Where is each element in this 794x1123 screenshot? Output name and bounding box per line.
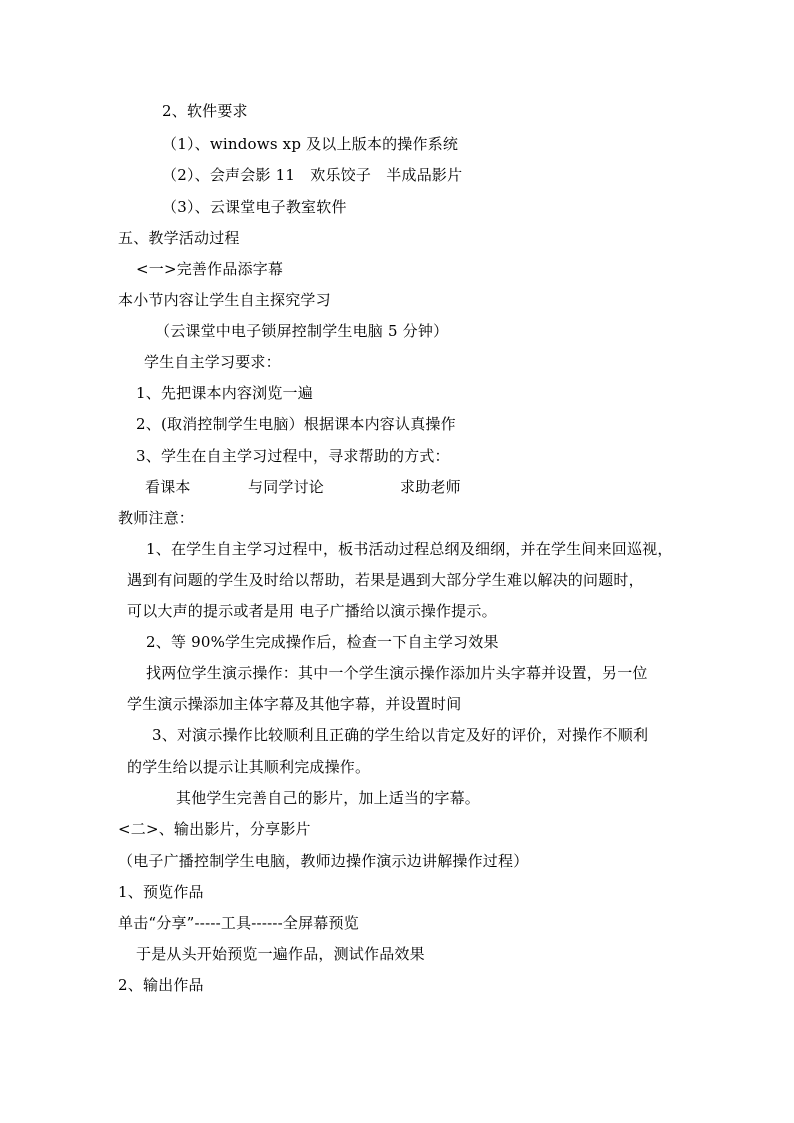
section-five-heading: 五、教学活动过程: [118, 229, 240, 247]
teacher-note-3-line-2: 的学生给以提示让其顺利完成操作。: [127, 758, 371, 776]
software-item-3: （3）、云课堂电子教室软件: [162, 198, 347, 216]
software-item-1: （1）、windows xp 及以上版本的操作系统: [162, 135, 459, 153]
software-item-2: （2）、会声会影 11 欢乐饺子 半成品影片: [162, 166, 463, 184]
teacher-note-1-line-2: 遇到有问题的学生及时给以帮助，若果是遇到大部分学生难以解决的问题时，: [127, 571, 644, 589]
help-method-discuss: 与同学讨论: [248, 478, 325, 496]
software-heading: 2、软件要求: [162, 102, 248, 120]
part-one-intro: 本小节内容让学生自主探究学习: [118, 291, 331, 309]
teacher-note-1-line-1: 1、在学生自主学习过程中，板书活动过程总纲及细纲，并在学生间来回巡视，: [146, 540, 673, 558]
part-two-heading: <二>、输出影片，分享影片: [118, 820, 311, 838]
demo-text-line-2: 学生演示操添加主体字幕及其他字幕，并设置时间: [127, 695, 462, 713]
output-heading: 2、输出作品: [118, 976, 204, 994]
preview-desc: 于是从头开始预览一遍作品，测试作品效果: [136, 945, 425, 963]
help-method-teacher: 求助老师: [400, 478, 461, 496]
teacher-note-3-line-1: 3、对演示操作比较顺利且正确的学生给以肯定及好的评价，对操作不顺利: [152, 726, 649, 744]
part-one-heading: <一>完善作品添字幕: [136, 260, 284, 278]
part-two-note: （电子广播控制学生电脑，教师边操作演示边讲解操作过程）: [118, 852, 529, 870]
self-study-item-1: 1、先把课本内容浏览一遍: [136, 384, 313, 402]
self-study-item-3: 3、学生在自主学习过程中，寻求帮助的方式：: [136, 447, 450, 465]
demo-text-line-1: 找两位学生演示操作：其中一个学生演示操作添加片头字幕并设置，另一位: [146, 664, 648, 682]
help-method-textbook: 看课本: [145, 478, 191, 496]
preview-heading: 1、预览作品: [118, 883, 204, 901]
self-study-item-2: 2、(取消控制学生电脑）根据课本内容认真操作: [136, 415, 456, 433]
part-one-note: （云课堂中电子锁屏控制学生电脑 5 分钟）: [155, 322, 449, 340]
preview-step: 单击“分享”-----工具------全屏幕预览: [118, 914, 359, 932]
teacher-note-2: 2、等 90%学生完成操作后，检查一下自主学习效果: [146, 633, 499, 651]
teacher-notes-heading: 教师注意：: [118, 509, 195, 527]
other-students: 其他学生完善自己的影片，加上适当的字幕。: [176, 789, 481, 807]
self-study-heading: 学生自主学习要求：: [144, 353, 281, 371]
teacher-note-1-line-3: 可以大声的提示或者是用 电子广播给以演示操作提示。: [127, 602, 497, 620]
